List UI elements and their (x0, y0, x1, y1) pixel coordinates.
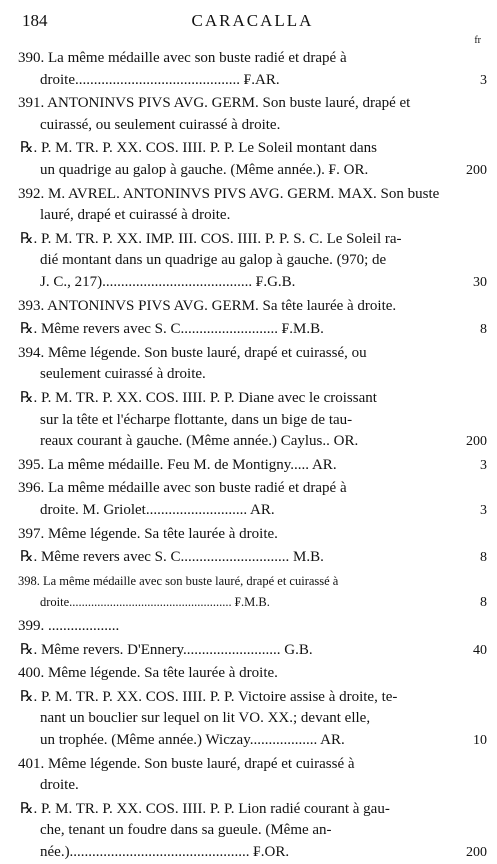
price-value: 40 (473, 642, 487, 658)
reverse-description-line: un quadrige au galop à gauche. (Même année.). ₣. OR. (40, 162, 369, 178)
entry-line: droite............................................ ₣.AR. (40, 71, 280, 88)
page-header (20, 11, 485, 46)
reverse-description-line: ℞. P. M. TR. P. XX. COS. IIII. P. P. Le Soleil montant dans (20, 140, 377, 157)
entry-line: 401. Même légende. Son buste lauré, drapé et cuirassé à (18, 755, 355, 772)
price-column-label: fr (474, 35, 481, 46)
reverse-description-line: ℞. P. M. TR. P. XX. COS. IIII. P. P. Lion radié courant à gau- (20, 800, 390, 817)
entry-line: droite. M. Griolet........................... AR. (40, 502, 275, 518)
entry-line: 399. ................... (18, 618, 120, 634)
entry-line: cuirassé, ou seulement cuirassé à droite. (40, 116, 281, 133)
reverse-description-line: sur la tête et l'écharpe flottante, dans un bige de tau- (40, 411, 353, 428)
reverse-description-line: ℞. Même revers avec S. C............................. M.B. (20, 549, 324, 566)
reverse-description-line: ℞. Même revers avec S. C.......................... ₣.M.B. (20, 321, 324, 338)
price-value: 200 (466, 163, 487, 178)
reverse-description-line: ℞. P. M. TR. P. XX. IMP. III. COS. IIII. P. P. S. C. Le Soleil ra- (20, 230, 402, 247)
price-value: 200 (466, 434, 487, 450)
reverse-description-line: née.)................................................ ₣.OR. (40, 844, 290, 860)
reverse-description-line: dié montant dans un quadrige au galop à gauche. (970; de (40, 252, 387, 269)
entry-line: seulement cuirassé à droite. (40, 366, 206, 383)
price-value: 8 (480, 322, 487, 338)
price-value: 200 (466, 845, 487, 860)
entry-line: 394. Même légende. Son buste lauré, drapé et cuirassé, ou (18, 344, 367, 361)
reverse-description-line: ℞. P. M. TR. P. XX. COS. IIII. P. P. Diane avec le croissant (20, 390, 377, 406)
entry-line: 396. La même médaille avec son buste radié et drapé à (18, 480, 347, 497)
entry-line: 398. La même médaille avec son buste lauré, drapé et cuirassé à (18, 573, 339, 588)
reverse-description-line: reaux courant à gauche. (Même année.) Caylus.. OR. (40, 433, 359, 450)
entry-line: droite.................................................... ₣.M.B. (40, 595, 270, 610)
price-value: 30 (473, 275, 487, 290)
price-value: 10 (473, 733, 487, 748)
entry-line: lauré, drapé et cuirassé à droite. (40, 207, 231, 224)
reverse-description-line: ℞. P. M. TR. P. XX. COS. IIII. P. P. Victoire assise à droite, te- (20, 688, 398, 705)
price-value: 8 (480, 550, 487, 566)
entry-line: 390. La même médaille avec son buste radié et drapé à (18, 50, 347, 66)
reverse-description-line: ℞. Même revers. D'Ennery.......................... G.B. (20, 641, 313, 658)
entry-line: 391. ANTONINVS PIVS AVG. GERM. Son buste lauré, drapé et (18, 95, 411, 112)
reverse-description-line: nant un bouclier sur lequel on lit VO. XX.; devant elle, (40, 710, 371, 727)
reverse-description-line: un trophée. (Même année.) Wiczay.................. AR. (40, 732, 345, 748)
entry-line: 392. M. AVREL. ANTONINVS PIVS AVG. GERM. MAX. Son buste (18, 185, 440, 202)
entry-line: 400. Même légende. Sa tête laurée à droite. (18, 665, 278, 682)
price-value: 8 (480, 595, 487, 611)
price-value: 3 (480, 72, 487, 88)
entry-line: droite. (40, 777, 79, 794)
reverse-description-line: che, tenant un foudre dans sa gueule. (Même an- (40, 822, 332, 839)
entry-line: 395. La même médaille. Feu M. de Montigny..... AR. (18, 456, 337, 473)
reverse-description-line: J. C., 217)........................................ ₣.G.B. (40, 274, 296, 290)
entry-line: 393. ANTONINVS PIVS AVG. GERM. Sa tête laurée à droite. (18, 297, 397, 314)
price-value: 3 (480, 457, 487, 473)
page-title: CARACALLA (191, 11, 314, 30)
page-number: 184 (22, 11, 48, 30)
price-value: 3 (480, 503, 487, 518)
entry-line: 397. Même légende. Sa tête laurée à droite. (18, 525, 278, 542)
